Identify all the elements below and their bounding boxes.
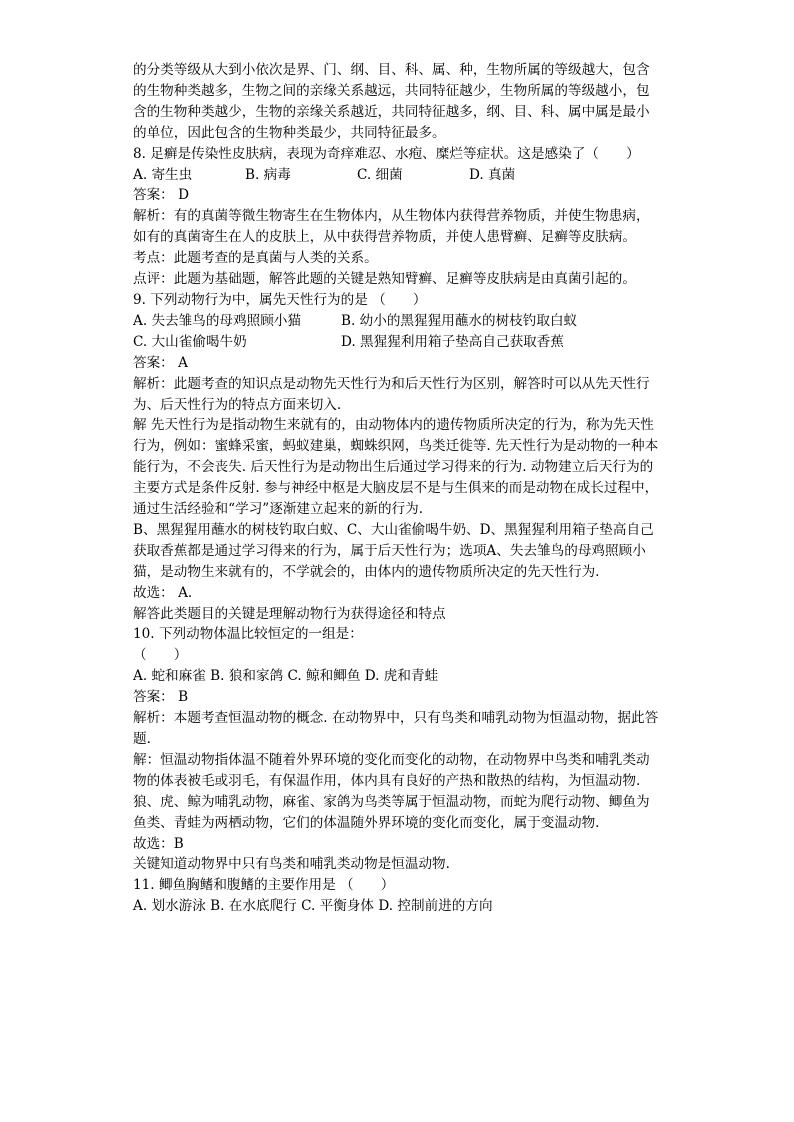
question-8-stem: 8. 足癣是传染性皮肤病，表现为奇痒难忍、水疱、糜烂等症状。这是感染了（ ）: [133, 145, 640, 162]
question-8-point: 考点：此题考查的是真菌与人类的关系。: [133, 250, 378, 267]
question-10-stem: 10. 下列动物体温比较恒定的一组是：: [133, 626, 363, 643]
question-10-choice: 故选：B: [133, 835, 184, 852]
question-9-detail: B、黑猩猩用蘸水的树枝钓取白蚁、C、大山雀偷喝牛奶、D、黑猩猩利用箱子垫高自己获取香蕉都是通过学习得来的行为，属于后天性行为；选项A、失去雏鸟的母鸡照顾小猫，是动物生来就有的，不学就会的，由体内的遗传物质所决定的先天性行为.: [133, 521, 654, 580]
question-9-answer: 答案： A: [133, 354, 188, 371]
question-10-answer: 答案： B: [133, 689, 189, 706]
option-d: D. 真菌: [469, 166, 516, 183]
document-page: [133, 60, 663, 917]
question-10-solution: 解：恒温动物指体温不随着外界环境的变化而变化的动物，在动物界中鸟类和哺乳类动物的体表被毛或羽毛，有保温作用，体内具有良好的产热和散热的结构，为恒温动物. 狼、虎、鲸为哺乳动物，麻雀、家鸽为鸟类等属于恒温动物，而蛇为爬行动物、鲫鱼为鱼类、青蛙为两栖动物，它们的体温随外界环境的变化而变化，属于变温动物.: [133, 751, 650, 831]
question-9-choice: 故选： A.: [133, 584, 193, 601]
question-11-stem: 11. 鲫鱼胸鳍和腹鳍的主要作用是 （ ）: [133, 877, 395, 894]
option-c: C. 细菌: [357, 166, 403, 183]
question-10-analysis: 解析：本题考查恒温动物的概念. 在动物界中，只有鸟类和哺乳动物为恒温动物，据此答题.: [133, 710, 659, 747]
question-9-key: 解答此类题目的关键是理解动物行为获得途径和特点: [133, 605, 446, 622]
question-8-answer: 答案： D: [133, 187, 190, 204]
paragraph-classification: 的分类等级从大到小依次是界、门、纲、目、科、属、种，生物所属的等级越大，包含的生物种类越多，生物之间的亲缘关系越远，共同特征越少，生物所属的等级越小，包含的生物种类越少，生物的亲缘关系越近，共同特征越多，纲、目、科、属中属是最小的单位，因此包含的生物种类最少，共同特征最多。: [133, 62, 650, 141]
question-10-paren: （ ）: [133, 647, 188, 664]
option-d: D. 黑猩猩利用箱子垫高自己获取香蕉: [341, 333, 564, 350]
question-9-analysis: 解析：此题考查的知识点是动物先天性行为和后天性行为区别，解答时可以从先天性行为、后天性行为的特点方面来切入.: [133, 375, 650, 413]
question-9-solution: 解 先天性行为是指动物生来就有的，由动物体内的遗传物质所决定的行为，称为先天性行为，例如：蜜蜂采蜜，蚂蚁建巢，蜘蛛织网，鸟类迁徙等. 先天性行为是动物的一种本能行为，不会丧失. 后天性行为是动物出生后通过学习得来的行为. 动物建立后天行为的主要方式是条件反射. 参与神经中枢是大脑皮层不是与生俱来的而是动物在成长过程中，通过生活经验和“学习”逐渐建立起来的新的行为.: [133, 417, 659, 518]
question-11-options: A. 划水游泳 B. 在水底爬行 C. 平衡身体 D. 控制前进的方向: [133, 898, 493, 915]
question-10-options: A. 蛇和麻雀 B. 狼和家鸽 C. 鲸和鲫鱼 D. 虎和青蛙: [133, 668, 439, 685]
option-a: A. 寄生虫: [133, 166, 193, 183]
question-8-analysis: 解析：有的真菌等微生物寄生在生物体内，从生物体内获得营养物质，并使生物患病，如有的真菌寄生在人的皮肤上，从中获得营养物质，并使人患臂癣、足癣等皮肤病。: [133, 208, 650, 246]
option-a: A. 失去雏鸟的母鸡照顾小猫: [133, 312, 301, 329]
option-b: B. 幼小的黑猩猩用蘸水的树枝钓取白蚁: [341, 312, 578, 329]
option-c: C. 大山雀偷喝牛奶: [133, 333, 247, 350]
question-9-options-row-2: [133, 332, 663, 353]
question-9-stem: 9. 下列动物行为中，属先天性行为的是 （ ）: [133, 291, 427, 308]
question-8-options: [133, 165, 663, 186]
question-10-key: 关键知道动物界中只有鸟类和哺乳类动物是恒温动物.: [133, 856, 450, 873]
question-8-comment: 点评：此题为基础题，解答此题的关键是熟知臂癣、足癣等皮肤病是由真菌引起的。: [133, 271, 636, 288]
question-9-options-row-1: [133, 311, 663, 332]
option-b: B. 病毒: [245, 166, 291, 183]
